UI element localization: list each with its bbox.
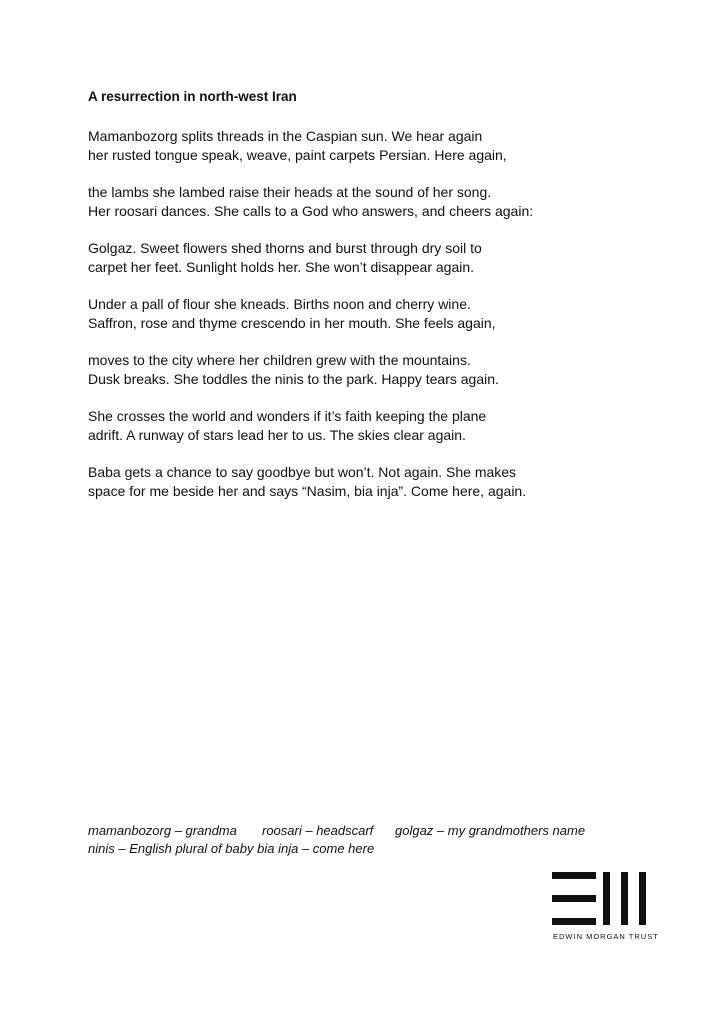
glossary-row [88,822,648,840]
poem-line: Mamanbozorg splits threads in the Caspian sun. We hear again [88,128,483,144]
poem-line: Her roosari dances. She calls to a God who answers, and cheers again: [88,203,534,219]
stanza-7 [88,463,688,501]
logo-text: EDWIN MORGAN TRUST [553,932,659,941]
glossary-entry-ninis: ninis – English plural of baby [88,841,254,856]
glossary [88,822,648,858]
stanza-2 [88,183,688,221]
stanza-3 [88,239,688,277]
edwin-morgan-trust-logo [552,872,662,944]
poem-line: Under a pall of flour she kneads. Births noon and cherry wine. [88,296,471,312]
poem-title: A resurrection in north-west Iran [88,89,297,104]
poem-line: adrift. A runway of stars lead her to us. The skies clear again. [88,427,466,443]
poem-line: moves to the city where her children grew with the mountains. [88,352,471,368]
poem-line: the lambs she lambed raise their heads at the sound of her song. [88,184,492,200]
stanza-6 [88,407,688,445]
stanza-5 [88,351,688,389]
glossary-entry-bia-inja: bia inja – come here [257,841,375,856]
poem-line: Baba gets a chance to say goodbye but won’t. Not again. She makes [88,464,517,480]
glossary-row [88,840,648,858]
poem [88,88,688,519]
stanza-1 [88,127,688,165]
logo-mark-icon [552,872,652,926]
stanza-4 [88,295,688,333]
poem-line: Saffron, rose and thyme crescendo in her mouth. She feels again, [88,315,496,331]
poem-line: carpet her feet. Sunlight holds her. She won’t disappear again. [88,259,475,275]
glossary-entry-mamanbozorg: mamanbozorg – grandma [88,823,237,838]
glossary-entry-golgaz: golgaz – my grandmothers name [395,823,586,838]
poem-line: She crosses the world and wonders if it’s faith keeping the plane [88,408,487,424]
poem-line: Dusk breaks. She toddles the ninis to the park. Happy tears again. [88,371,499,387]
glossary-entry-roosari: roosari – headscarf [262,823,374,838]
poem-line: space for me beside her and says “Nasim, bia inja”. Come here, again. [88,483,527,499]
poem-line: her rusted tongue speak, weave, paint carpets Persian. Here again, [88,147,507,163]
poem-line: Golgaz. Sweet flowers shed thorns and burst through dry soil to [88,240,482,256]
